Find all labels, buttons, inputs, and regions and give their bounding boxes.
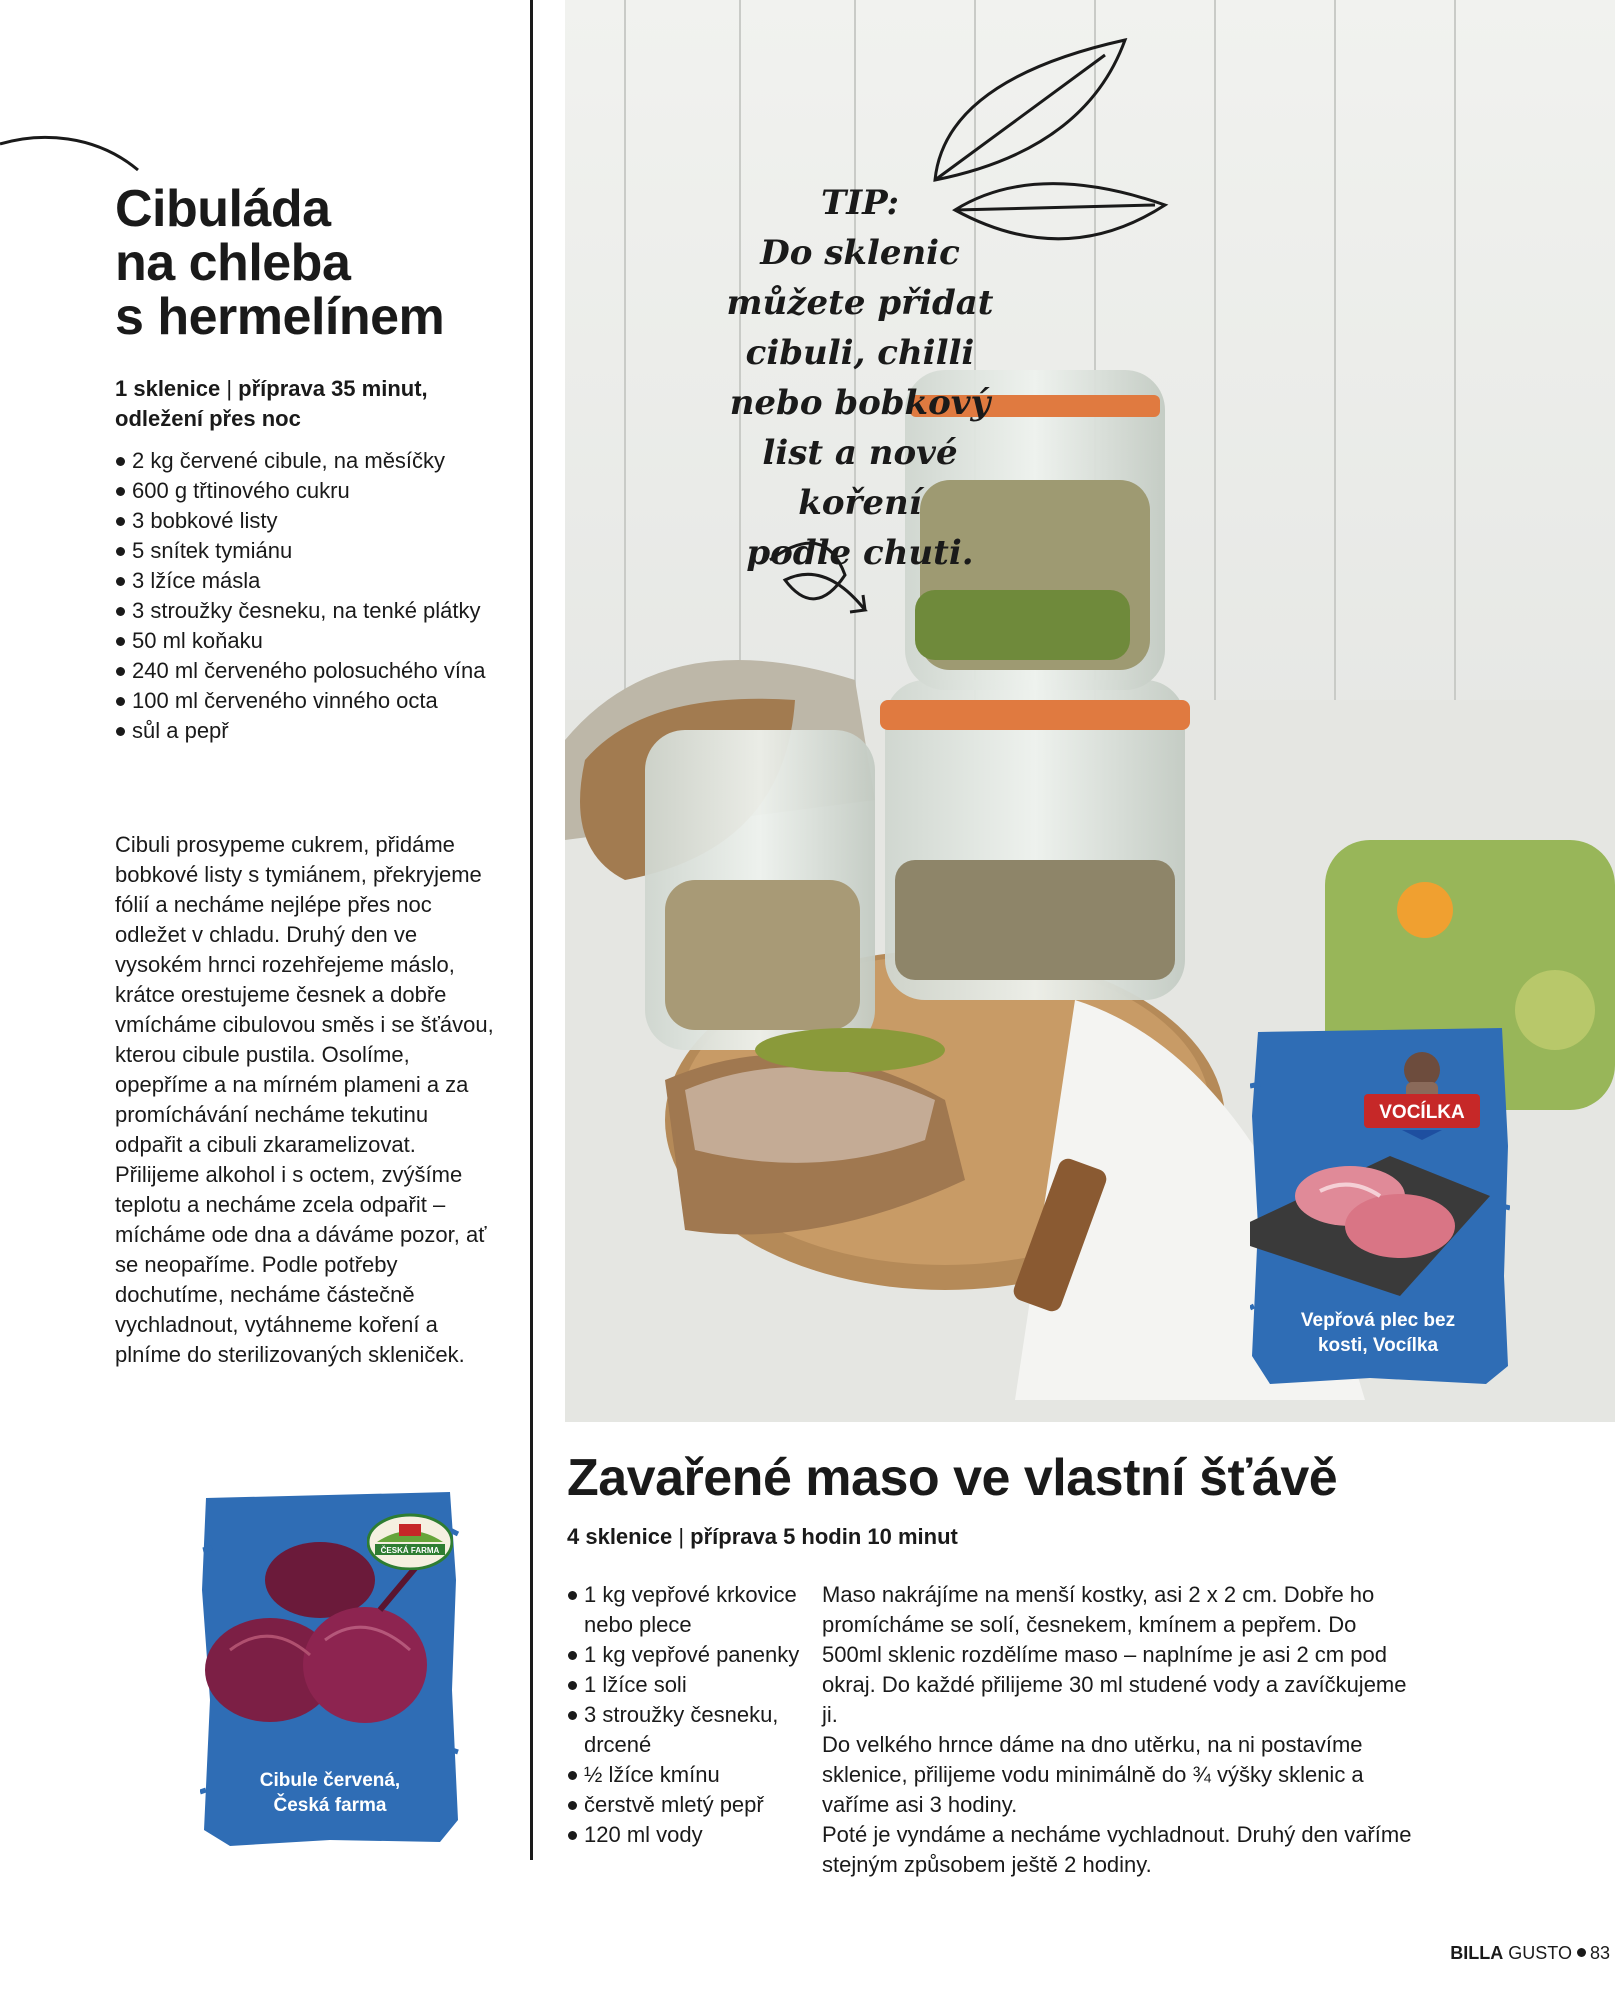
footer-magazine: GUSTO bbox=[1508, 1943, 1572, 1963]
ingredient-item: 3 stroužky česneku, drcené bbox=[567, 1700, 812, 1760]
footer-dot bbox=[1577, 1948, 1586, 1957]
ingredient-item: 3 lžíce másla bbox=[115, 566, 515, 596]
ingredient-item: 5 snítek tymiánu bbox=[115, 536, 515, 566]
page-footer bbox=[1350, 1942, 1610, 1964]
recipe2-ingredients bbox=[567, 1580, 812, 1850]
recipe2-method: Maso nakrájíme na menší kostky, asi 2 x 2 cm. Dobře ho promícháme se solí, česnekem, kmínem a pepřem. Do 500ml sklenic rozdělíme maso – naplníme je asi 2 cm pod okraj. Do každé přilijeme 30 ml studené vody a zavíčkujeme ji. Do velkého hrnce dáme na dno utěrku, na ni postavíme sklenice, přilijeme vodu minimálně do ¾ výšky sklenic a vaříme asi 3 hodiny. Poté je vyndáme a necháme vychladnout. Druhý den vaříme stejným způsobem ještě 2 hodiny. bbox=[822, 1582, 1412, 1877]
recipe1-yield: 1 sklenice bbox=[115, 376, 221, 401]
tip-title: TIP: bbox=[820, 183, 900, 223]
ingredient-item: 3 stroužky česneku, na tenké plátky bbox=[115, 596, 515, 626]
ingredient-item: sůl a pepř bbox=[115, 716, 515, 746]
ingredient-item: 120 ml vody bbox=[567, 1820, 812, 1850]
vocilka-logo bbox=[1362, 1048, 1482, 1148]
page-number: 83 bbox=[1589, 1943, 1610, 1963]
recipe2-meta bbox=[567, 1522, 958, 1552]
recipe2-title: Zavařené maso ve vlastní šťávě bbox=[567, 1449, 1338, 1507]
ingredient-item: 50 ml koňaku bbox=[115, 626, 515, 656]
tip-note bbox=[705, 178, 1015, 578]
recipe1-method: Cibuli prosypeme cukrem, přidáme bobkové listy s tymiánem, překryjeme fólií a necháme nejlépe přes noc odležet v chladu. Druhý den ve vysokém hrnci rozehřejeme máslo, krátce orestujeme česnek a dobře vmícháme cibulovou směs i se šťávou, kterou cibule pustila. Osolíme, opepříme a na mírném plameni a za promíchávání necháme tekutinu odpařit a cibuli zkaramelizovat. Přilijeme alkohol i s octem, zvýšíme teplotu a necháme zcela odpařit – mícháme ode dna a dáváme pozor, ať se neopaříme. Podle potřeby dochutíme, necháme částečně vychladnout, vytáhneme koření a plníme do sterilizovaných skleniček. bbox=[115, 832, 494, 1367]
ingredient-item: 100 ml červeného vinného octa bbox=[115, 686, 515, 716]
ingredient-item: 1 kg vepřové krkovice nebo plece bbox=[567, 1580, 812, 1640]
ingredient-item: 600 g třtinového cukru bbox=[115, 476, 515, 506]
column-divider bbox=[530, 0, 533, 1860]
ingredient-item: 3 bobkové listy bbox=[115, 506, 515, 536]
recipe2-yield: 4 sklenice bbox=[567, 1524, 673, 1549]
recipe1-ingredients bbox=[115, 446, 515, 746]
recipe2-time: příprava 5 hodin 10 minut bbox=[690, 1524, 958, 1549]
recipe1-title: Cibuláda na chleba s hermelínem bbox=[115, 180, 445, 346]
ingredient-item: 2 kg červené cibule, na měsíčky bbox=[115, 446, 515, 476]
footer-brand: BILLA bbox=[1450, 1943, 1504, 1963]
ceska-farma-logo bbox=[367, 1510, 453, 1570]
meta-separator: | bbox=[226, 376, 239, 401]
onion-product-caption: Cibule červená, Česká farma bbox=[259, 1770, 401, 1816]
pork-product-caption: Vepřová plec bez kosti, Vocílka bbox=[1300, 1310, 1456, 1356]
ingredient-item: ½ lžíce kmínu bbox=[567, 1760, 812, 1790]
tip-body: Do sklenic můžete přidat cibuli, chilli nebo bobkový list a nové koření podle chuti. bbox=[726, 233, 994, 573]
ingredient-item: 240 ml červeného polosuchého vína bbox=[115, 656, 515, 686]
ingredient-item: 1 kg vepřové panenky bbox=[567, 1640, 812, 1670]
vocilka-logo-text: VOCÍLKA bbox=[1379, 1102, 1465, 1123]
recipe1-meta bbox=[115, 374, 515, 434]
recipe1-time: příprava 35 minut, odležení přes noc bbox=[115, 376, 428, 431]
ingredient-item: 1 lžíce soli bbox=[567, 1670, 812, 1700]
decorative-swoosh bbox=[0, 130, 150, 180]
ceska-farma-logo-text: ČESKÁ FARMA bbox=[380, 1546, 440, 1555]
ingredient-item: čerstvě mletý pepř bbox=[567, 1790, 812, 1820]
meta-separator: | bbox=[678, 1524, 691, 1549]
